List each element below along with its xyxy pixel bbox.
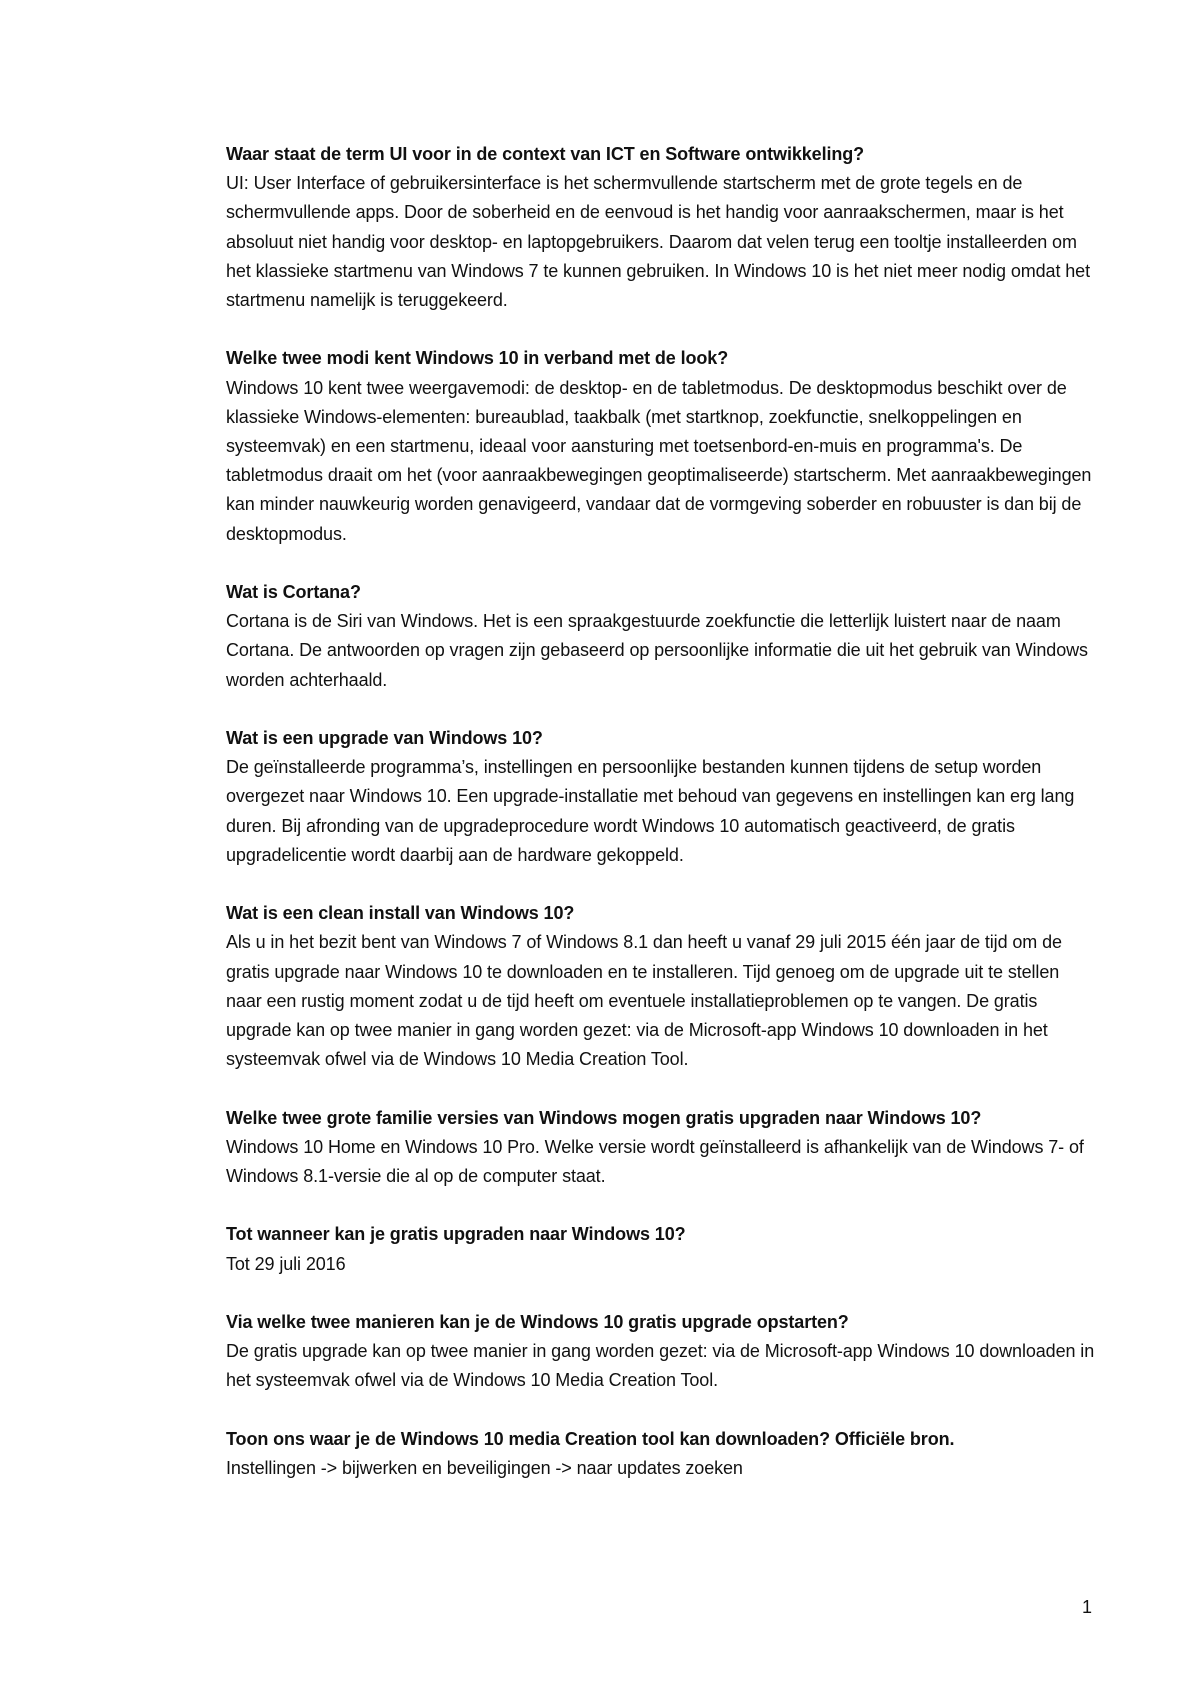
qa-section-ui-definition [226,140,1096,315]
qa-section-clean-install [226,899,1096,1074]
section-question: Wat is een clean install van Windows 10? [226,903,575,924]
qa-section-upgrade-methods [226,1308,1096,1396]
section-answer: Windows 10 kent twee weergavemodi: de desktop- en de tabletmodus. De desktopmodus beschikt over de klassieke Windows-elementen: bureaublad, taakbalk (met startknop, zoekfunctie, snelkoppelingen en systeemvak) en een startmenu, ideaal voor aansturing met toetsenbord-en-muis en programma's. De tabletmodus draait om het (voor aanraakbewegingen geoptimaliseerde) startscherm. Met aanraakbewegingen kan minder nauwkeurig worden genavigeerd, vandaar dat de vormgeving soberder en robuuster is dan bij de desktopmodus. [226,377,1092,544]
section-answer: UI: User Interface of gebruikersinterface is het schermvullende startscherm met de grote tegels en de schermvullende apps. Door de soberheid en de eenvoud is het handig voor aanraakschermen, maar is het absoluut niet handig voor desktop- en laptopgebruikers. Daarom dat velen terug een tooltje installeerden om het klassieke startmenu van Windows 7 te kunnen gebruiken. In Windows 10 is het niet meer nodig omdat het startmenu namelijk is teruggekeerd. [226,173,1090,311]
section-answer: Tot 29 juli 2016 [226,1253,346,1274]
section-answer: Windows 10 Home en Windows 10 Pro. Welke versie wordt geïnstalleerd is afhankelijk van de Windows 7- of Windows 8.1-versie die al op de computer staat. [226,1136,1084,1187]
section-answer: De gratis upgrade kan op twee manier in gang worden gezet: via de Microsoft-app Windows 10 downloaden in het systeemvak ofwel via de Windows 10 Media Creation Tool. [226,1341,1095,1391]
qa-section-media-creation-tool [226,1425,1096,1483]
section-answer: Instellingen -> bijwerken en beveiligingen -> naar updates zoeken [226,1458,743,1479]
qa-section-deadline [226,1220,1096,1278]
section-question: Via welke twee manieren kan je de Windows 10 gratis upgrade opstarten? [226,1312,849,1333]
qa-section-editions [226,1104,1096,1192]
section-answer: De geïnstalleerde programma’s, instellingen en persoonlijke bestanden kunnen tijdens de setup worden overgezet naar Windows 10. Een upgrade-installatie met behoud van gegevens en instellingen kan erg lang duren. Bij afronding van de upgradeprocedure wordt Windows 10 automatisch geactiveerd, de gratis upgradelicentie wordt daarbij aan de hardware gekoppeld. [226,757,1075,865]
section-question: Welke twee modi kent Windows 10 in verband met de look? [226,348,729,369]
section-question: Wat is Cortana? [226,582,361,603]
section-question: Wat is een upgrade van Windows 10? [226,728,543,749]
page-content [226,140,1096,1483]
page-number: 1 [1081,1597,1092,1617]
section-question: Tot wanneer kan je gratis upgraden naar Windows 10? [226,1224,686,1245]
qa-section-cortana [226,578,1096,695]
section-question: Welke twee grote familie versies van Windows mogen gratis upgraden naar Windows 10? [226,1107,982,1128]
section-question: Toon ons waar je de Windows 10 media Creation tool kan downloaden? Officiële bron. [226,1428,955,1449]
qa-section-display-modes [226,344,1096,548]
section-question: Waar staat de term UI voor in de context van ICT en Software ontwikkeling? [226,144,865,164]
section-answer: Als u in het bezit bent van Windows 7 of Windows 8.1 dan heeft u vanaf 29 juli 2015 één jaar de tijd om de gratis upgrade naar Windows 10 te downloaden en te installeren. Tijd genoeg om de upgrade uit te stellen naar een rustig moment zodat u de tijd heeft om eventuele installatieproblemen op te vangen. De gratis upgrade kan op twee manier in gang worden gezet: via de Microsoft-app Windows 10 downloaden in het systeemvak ofwel via de Windows 10 Media Creation Tool. [226,932,1062,1070]
qa-section-upgrade [226,724,1096,870]
section-answer: Cortana is de Siri van Windows. Het is een spraakgestuurde zoekfunctie die letterlijk luistert naar de naam Cortana. De antwoorden op vragen zijn gebaseerd op persoonlijke informatie die uit het gebruik van Windows worden achterhaald. [226,611,1088,690]
